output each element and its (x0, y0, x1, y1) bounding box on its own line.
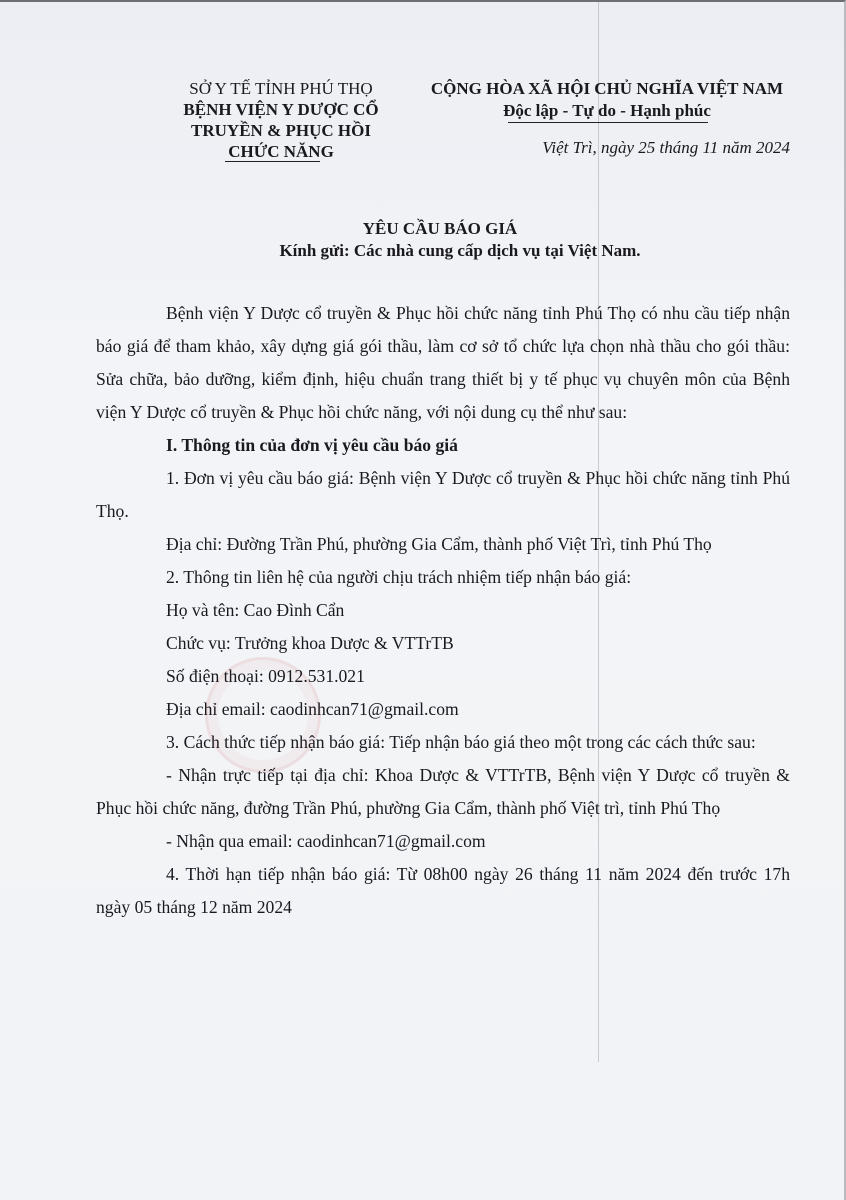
contact-email: Địa chỉ email: caodinhcan71@gmail.com (166, 699, 459, 719)
issuing-authority-block (150, 78, 412, 162)
document-title: YÊU CẦU BÁO GIÁ (362, 219, 518, 238)
contact-position: Chức vụ: Trưởng khoa Dược & VTTrTB (166, 633, 454, 653)
national-header-block (412, 78, 802, 122)
item-4-deadline: 4. Thời hạn tiếp nhận báo giá: Từ 08h00 ngày 26 tháng 11 năm 2024 đến trước 17h ngày 05 tháng 12 năm 2024 (96, 864, 790, 917)
method-email: - Nhận qua email: caodinhcan71@gmail.com (166, 831, 486, 851)
organization-name-line-3: CHỨC NĂNG (228, 142, 334, 161)
national-title: CỘNG HÒA XÃ HỘI CHỦ NGHĨA VIỆT NAM (430, 79, 784, 98)
unit-address: Địa chỉ: Đường Trần Phú, phường Gia Cẩm, thành phố Việt Trì, tỉnh Phú Thọ (166, 534, 712, 554)
ministry-name: SỞ Y TẾ TỈNH PHÚ THỌ (189, 79, 373, 98)
organization-name-line-2: TRUYỀN & PHỤC HỒI (191, 121, 371, 140)
section-1-heading: I. Thông tin của đơn vị yêu cầu báo giá (166, 435, 458, 455)
item-2-contact-heading: 2. Thông tin liên hệ của người chịu trách nhiệm tiếp nhận báo giá: (166, 567, 632, 587)
organization-name-line-1: BỆNH VIỆN Y DƯỢC CỔ (183, 100, 379, 119)
header-left-underline (225, 161, 320, 162)
contact-phone: Số điện thoại: 0912.531.021 (166, 666, 365, 686)
national-motto: Độc lập - Tự do - Hạnh phúc (503, 101, 711, 120)
intro-paragraph: Bệnh viện Y Dược cổ truyền & Phục hồi chức năng tỉnh Phú Thọ có nhu cầu tiếp nhận báo giá để tham khảo, xây dựng giá gói thầu, làm cơ sở tổ chức lựa chọn nhà thầu cho gói thầu: Sửa chữa, bảo dưỡng, kiểm định, hiệu chuẩn trang thiết bị y tế phục vụ chuyên môn của Bệnh viện Y Dược cổ truyền & Phục hồi chức năng, với nội dung cụ thể như sau: (96, 303, 790, 422)
document-body (96, 297, 790, 924)
recipient-line: Kính gửi: Các nhà cung cấp dịch vụ tại Việt Nam. (279, 241, 641, 260)
document-date: Việt Trì, ngày 25 tháng 11 năm 2024 (542, 138, 790, 157)
document-title-block (160, 218, 720, 262)
motto-underline (508, 122, 708, 123)
contact-name: Họ và tên: Cao Đình Cẩn (166, 600, 345, 620)
item-1-requesting-unit: 1. Đơn vị yêu cầu báo giá: Bệnh viện Y Dược cổ truyền & Phục hồi chức năng tỉnh Phú Thọ. (96, 468, 790, 521)
item-3-submission-methods: 3. Cách thức tiếp nhận báo giá: Tiếp nhận báo giá theo một trong các cách thức sau: (166, 732, 756, 752)
method-direct-delivery: - Nhận trực tiếp tại địa chỉ: Khoa Dược & VTTrTB, Bệnh viện Y Dược cổ truyền & Phục hồi chức năng, đường Trần Phú, phường Gia Cẩm, thành phố Việt trì, tỉnh Phú Thọ (96, 765, 790, 818)
